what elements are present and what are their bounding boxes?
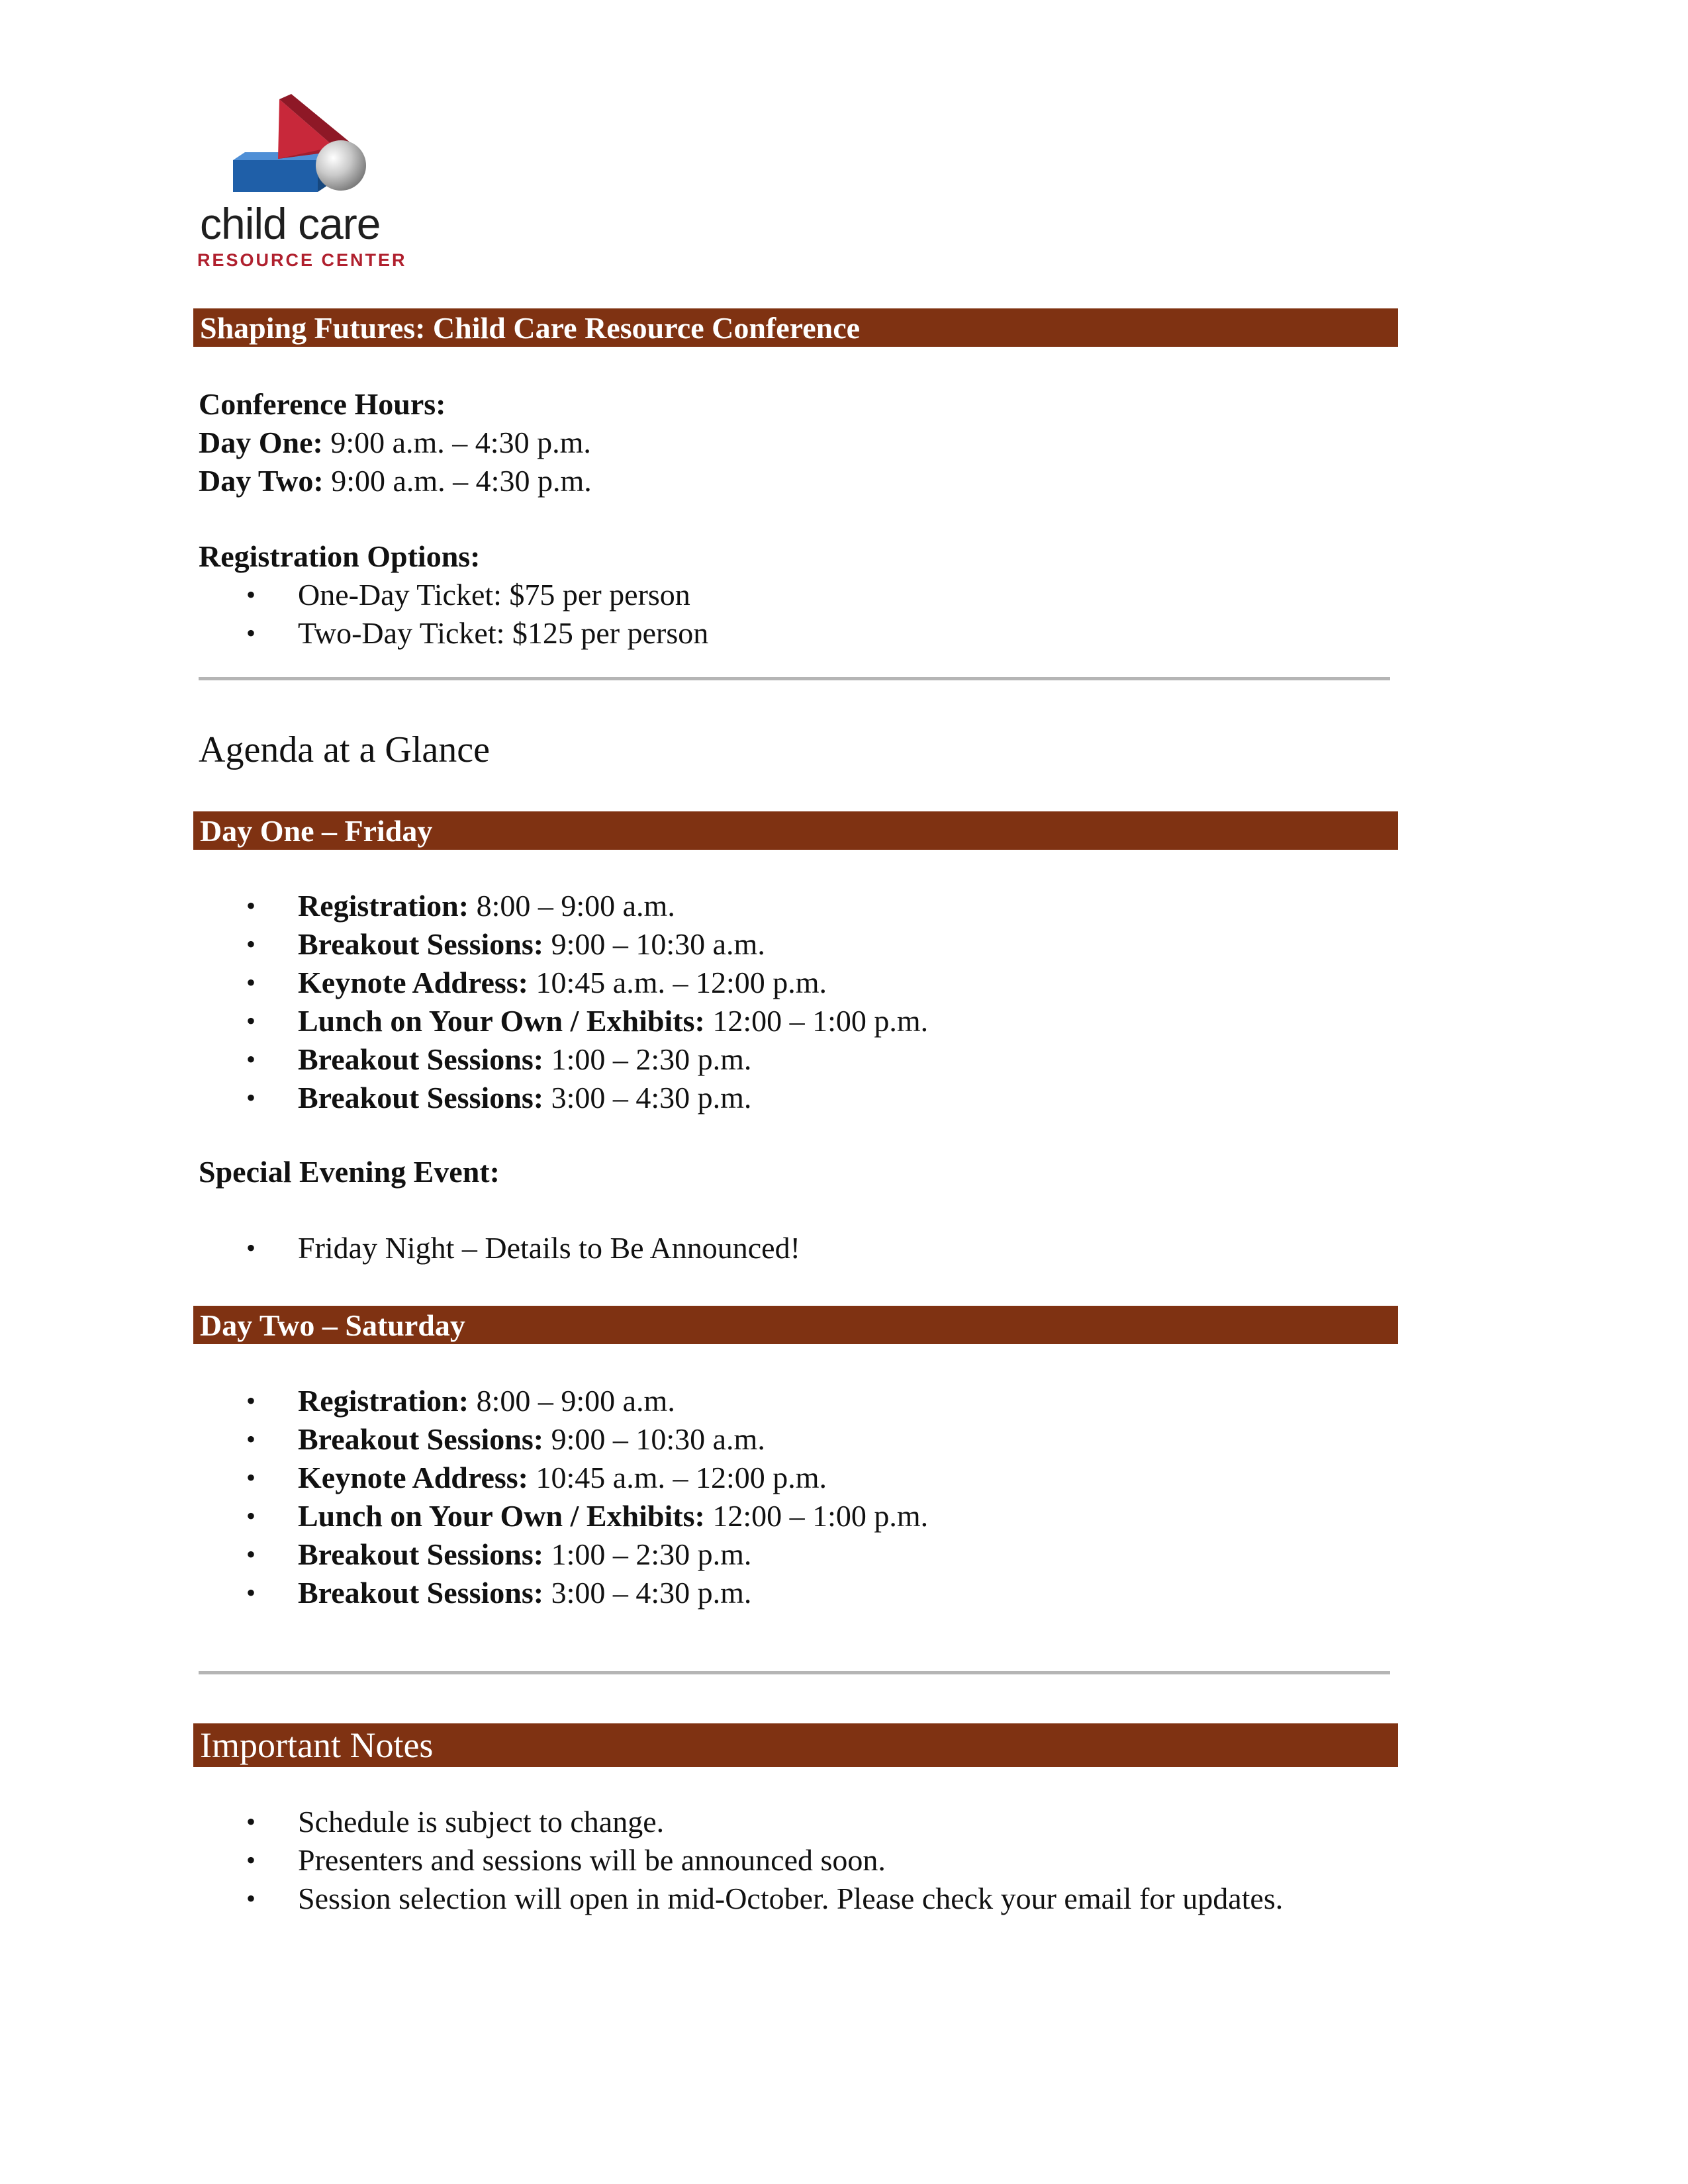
list-item: • Breakout Sessions: 9:00 – 10:30 a.m. [246, 1422, 765, 1456]
registration-options-list [199, 576, 708, 653]
list-item: • Registration: 8:00 – 9:00 a.m. [246, 889, 675, 923]
evening-event-heading: Special Evening Event: [199, 1155, 500, 1189]
day-one-hours [199, 424, 591, 462]
important-notes-bar [193, 1723, 1398, 1767]
day-one-hours-value: 9:00 a.m. – 4:30 p.m. [322, 426, 591, 459]
logo-tagline: RESOURCE CENTER [197, 250, 407, 270]
important-notes-list [199, 1803, 1283, 1918]
list-item: • Lunch on Your Own / Exhibits: 12:00 – 1:00 p.m. [246, 1004, 929, 1038]
day-two-title: Day Two – Saturday [200, 1308, 465, 1342]
list-item: • Lunch on Your Own / Exhibits: 12:00 – 1:00 p.m. [246, 1499, 929, 1533]
day-two-hours-value: 9:00 a.m. – 4:30 p.m. [323, 464, 592, 498]
list-item: • Session selection will open in mid-October. Please check your email for updates. [246, 1882, 1284, 1915]
day-one-hours-label: Day One: [199, 426, 323, 459]
list-item: • One-Day Ticket: $75 per person [246, 578, 690, 612]
list-item: • Keynote Address: 10:45 a.m. – 12:00 p.m. [246, 966, 827, 999]
important-notes-title: Important Notes [200, 1725, 434, 1765]
day-one-agenda-list [199, 887, 928, 1117]
list-item: • Breakout Sessions: 3:00 – 4:30 p.m. [246, 1081, 752, 1115]
registration-heading: Registration Options: [199, 539, 481, 573]
day-one-bar [193, 811, 1398, 850]
day-two-bar [193, 1306, 1398, 1344]
hours-heading: Conference Hours: [199, 387, 446, 421]
list-item: • Breakout Sessions: 1:00 – 2:30 p.m. [246, 1042, 752, 1076]
day-two-agenda-list [199, 1382, 928, 1612]
day-two-hours-label: Day Two: [199, 464, 324, 498]
blocks-logo-icon [192, 93, 410, 199]
conference-title: Shaping Futures: Child Care Resource Conference [200, 311, 861, 345]
list-item: • Presenters and sessions will be announced soon. [246, 1843, 886, 1877]
agenda-title: Agenda at a Glance [199, 729, 490, 770]
divider [199, 1671, 1390, 1674]
divider [199, 677, 1390, 680]
list-item: • Two-Day Ticket: $125 per person [246, 616, 709, 650]
list-item: • Breakout Sessions: 9:00 – 10:30 a.m. [246, 927, 765, 961]
list-item: • Keynote Address: 10:45 a.m. – 12:00 p.m. [246, 1461, 827, 1494]
list-item: • Schedule is subject to change. [246, 1805, 665, 1839]
day-two-hours [199, 462, 592, 500]
list-item: • Breakout Sessions: 3:00 – 4:30 p.m. [246, 1576, 752, 1610]
list-item: • Breakout Sessions: 1:00 – 2:30 p.m. [246, 1537, 752, 1571]
evening-event-list [199, 1229, 800, 1267]
conference-title-bar [193, 308, 1398, 347]
logo-name: child care [200, 199, 381, 248]
day-one-title: Day One – Friday [200, 814, 433, 848]
child-care-logo [192, 93, 410, 278]
list-item: • Friday Night – Details to Be Announced! [246, 1231, 800, 1265]
list-item: • Registration: 8:00 – 9:00 a.m. [246, 1384, 675, 1418]
